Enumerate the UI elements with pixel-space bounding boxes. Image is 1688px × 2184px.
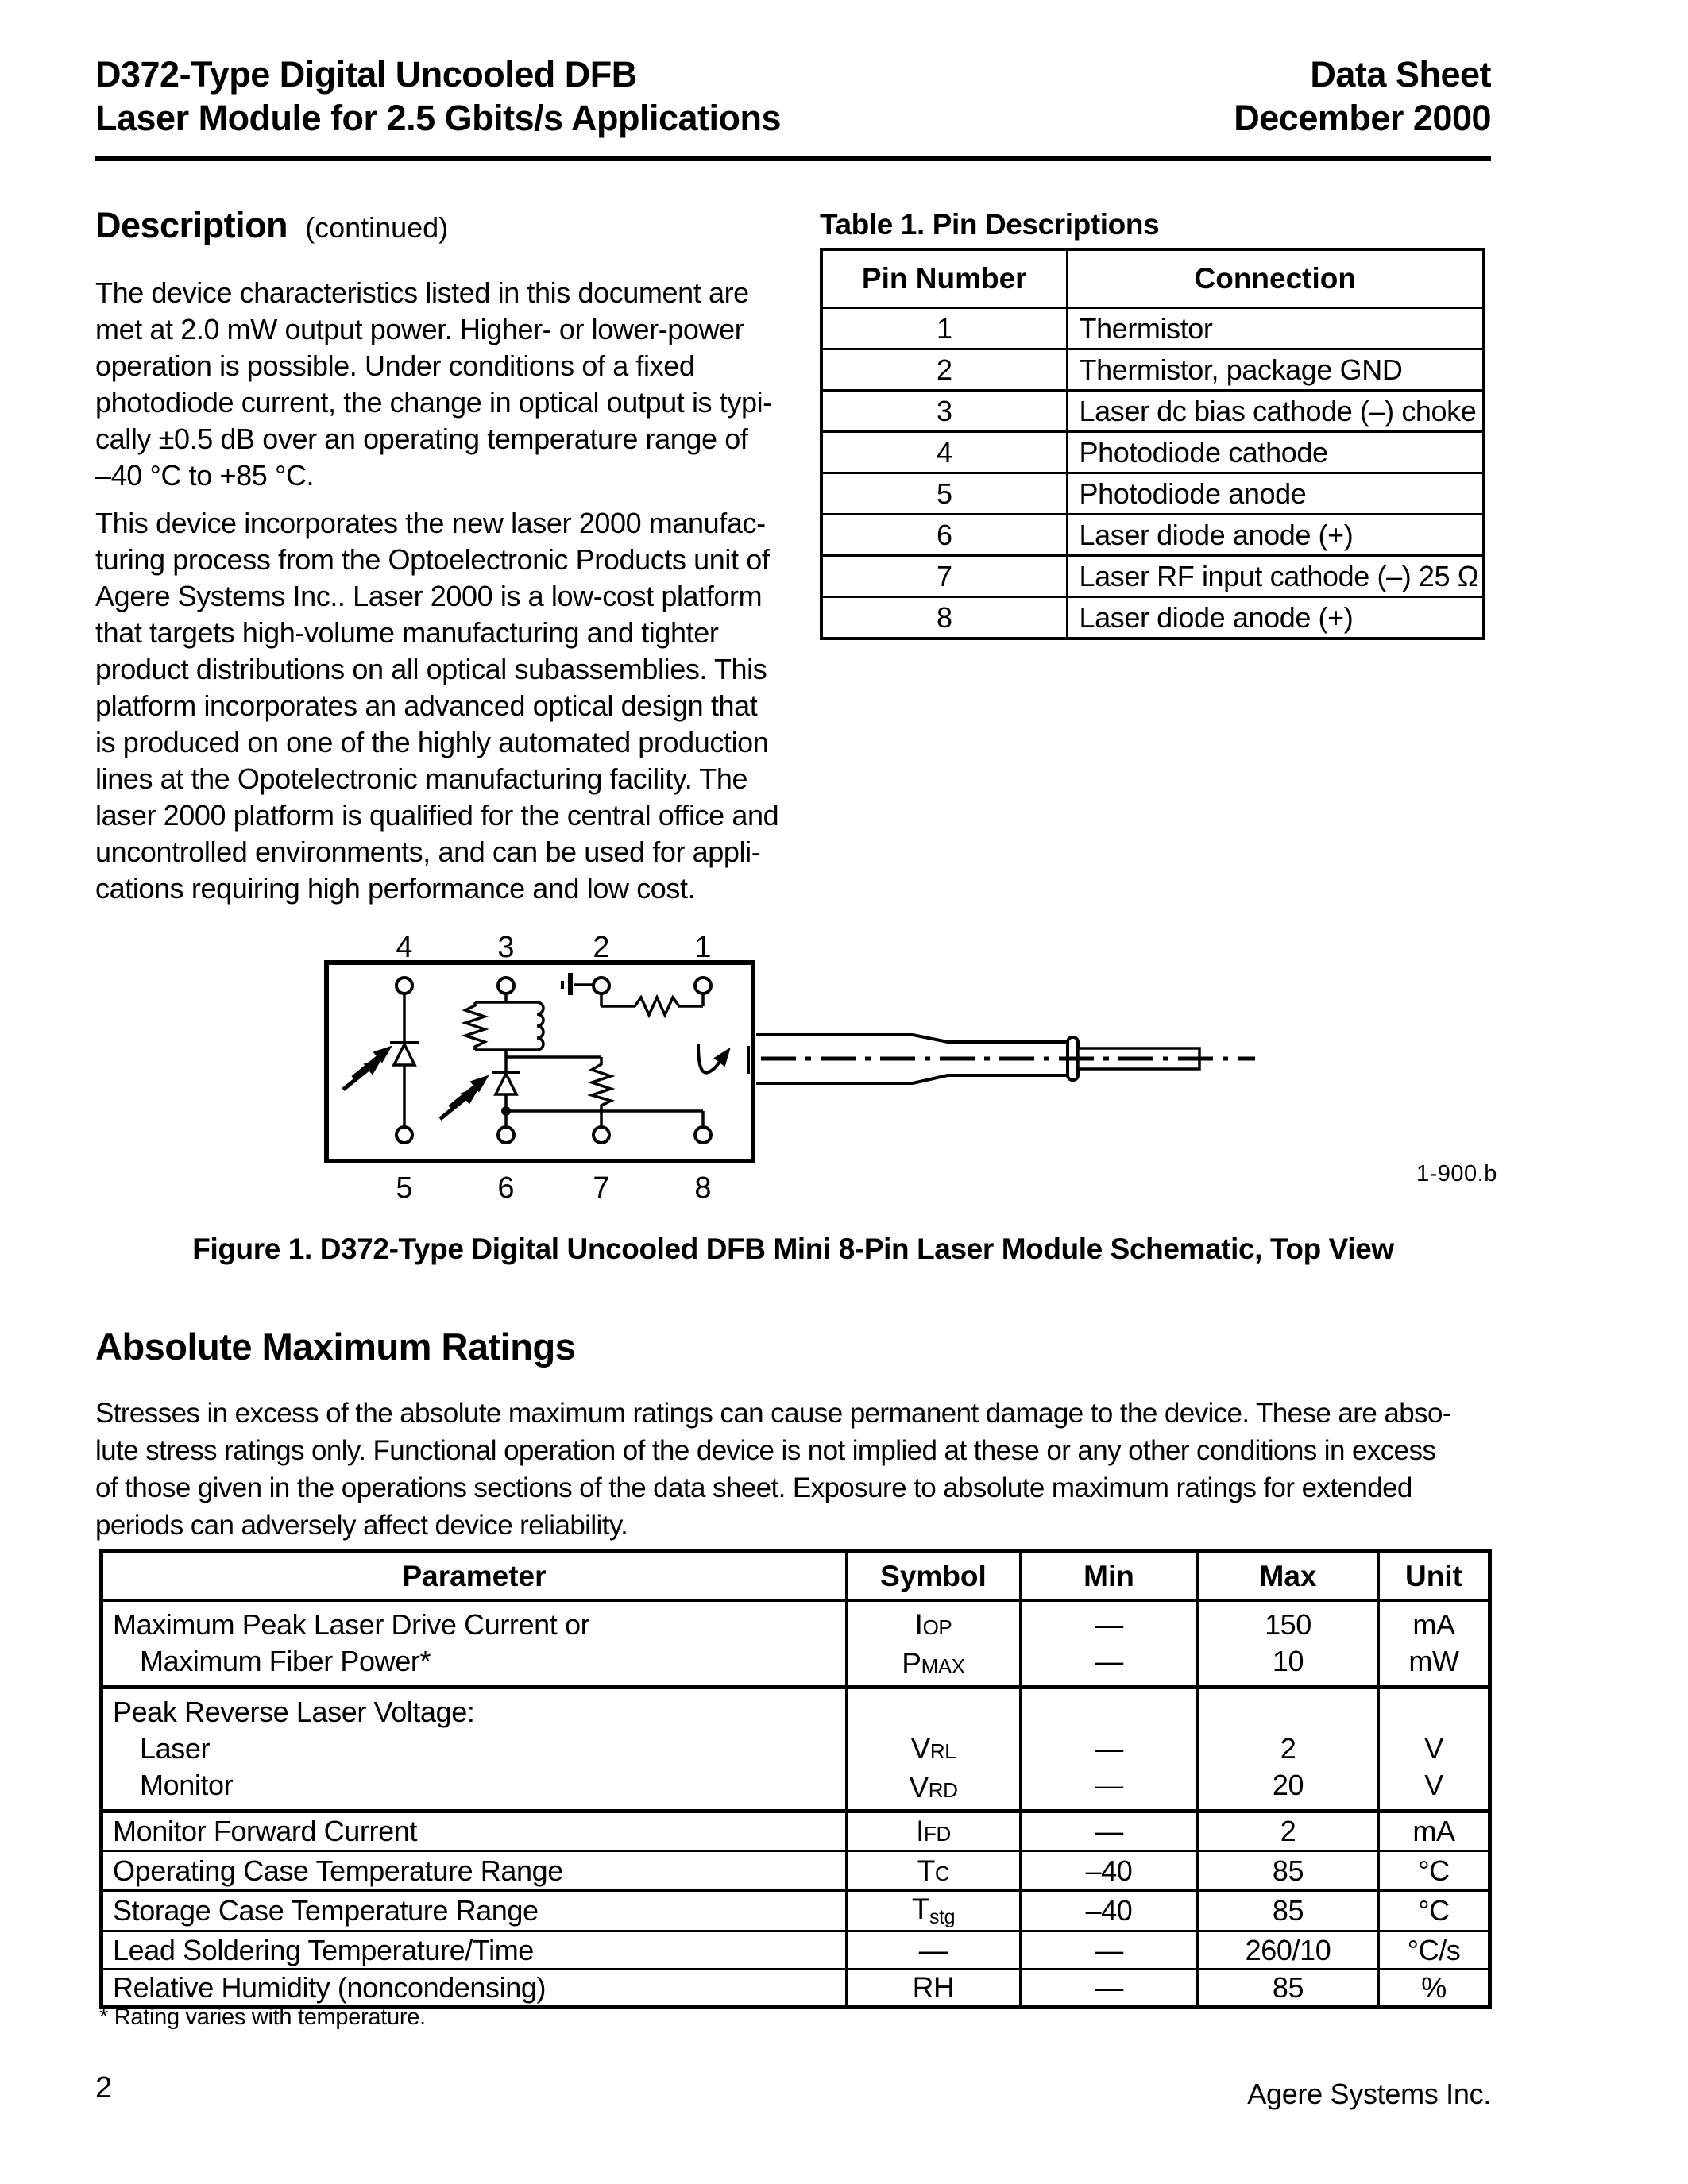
min-cell: –40	[1021, 1851, 1198, 1891]
pin-6-circle	[498, 1127, 514, 1143]
table-row	[102, 1851, 1490, 1891]
pin-descriptions-table	[820, 248, 1485, 640]
pin-3-circle	[498, 978, 514, 994]
symbol-main: RH	[912, 1971, 955, 2004]
bias-resistor	[601, 997, 703, 1015]
text-line: laser 2000 platform is qualified for the central office and	[95, 799, 779, 832]
table-row	[821, 308, 1484, 349]
document-type-date	[953, 52, 1491, 140]
max-cell: 2	[1198, 1812, 1379, 1851]
col-header-max: Max	[1198, 1552, 1379, 1601]
parameter-cell: Storage Case Temperature Range	[102, 1891, 847, 1931]
doc-date: December 2000	[1234, 98, 1491, 138]
text-line: of those given in the operations sections of the data sheet. Exposure to absolute maximum ratings for extended	[95, 1472, 1412, 1503]
col-header-symbol: Symbol	[847, 1552, 1021, 1601]
unit-value: V	[1424, 1769, 1443, 1801]
symbol-sub: RL	[929, 1739, 956, 1763]
pin-connection: Photodiode cathode	[1067, 432, 1484, 473]
symbol-main: —	[918, 1933, 948, 1966]
table-row	[821, 391, 1484, 432]
col-header-pin-number: Pin Number	[821, 249, 1067, 308]
table-row	[102, 1891, 1490, 1931]
text-line: cally ±0.5 dB over an operating temperature range of	[95, 423, 748, 455]
max-value: 20	[1272, 1769, 1304, 1801]
pin-number: 7	[821, 556, 1067, 597]
unit-cell: °C/s	[1379, 1931, 1490, 1970]
description-heading-text: Description	[95, 205, 288, 245]
unit-cell: %	[1379, 1970, 1490, 2008]
text-line: product distributions on all optical subassemblies. This	[95, 653, 767, 685]
min-value: —	[1095, 1732, 1123, 1765]
unit-value: V	[1424, 1732, 1443, 1765]
col-header-parameter: Parameter	[102, 1552, 847, 1601]
table-row	[102, 1688, 1490, 1812]
pin-connection: Thermistor, package GND	[1067, 349, 1484, 391]
max-cell	[1198, 1601, 1379, 1688]
symbol-cell	[847, 1931, 1021, 1970]
col-header-min: Min	[1021, 1552, 1198, 1601]
pin-connection: Photodiode anode	[1067, 473, 1484, 515]
symbol-sub: RD	[928, 1778, 958, 1802]
pin-connection: Laser dc bias cathode (–) choke	[1067, 391, 1484, 432]
text-line: met at 2.0 mW output power. Higher- or lower-power	[95, 313, 744, 345]
symbol-sub: MAX	[921, 1654, 965, 1678]
document-title	[95, 52, 781, 140]
table-row	[821, 556, 1484, 597]
text-line: The device characteristics listed in this document are	[95, 276, 749, 309]
symbol-sub: FD	[924, 1822, 951, 1846]
fiber-boot	[756, 1035, 1069, 1042]
max-cell: 85	[1198, 1891, 1379, 1931]
parameter-line: Monitor	[140, 1769, 234, 1801]
pin-label-5: 5	[396, 1171, 413, 1205]
laser-diode-symbol	[496, 1074, 516, 1094]
table-row	[102, 1812, 1490, 1851]
description-paragraph-2	[95, 505, 778, 907]
amr-table	[99, 1549, 1492, 2009]
unit-cell: °C	[1379, 1851, 1490, 1891]
table-row	[821, 349, 1484, 391]
description-heading-suffix	[297, 211, 305, 244]
symbol-cell	[847, 1891, 1021, 1931]
pin-number: 8	[821, 597, 1067, 639]
min-cell: —	[1021, 1970, 1198, 2008]
min-value: —	[1095, 1769, 1123, 1801]
company-name: Agere Systems Inc.	[1247, 2078, 1491, 2110]
fiber-boot	[756, 1075, 1069, 1083]
max-value: 150	[1265, 1608, 1311, 1641]
text-line: Stresses in excess of the absolute maximum ratings can cause permanent damage to the device. These are abso-	[95, 1398, 1451, 1429]
amr-paragraph	[95, 1395, 1451, 1544]
pin-connection: Laser RF input cathode (–) 25 Ω	[1067, 556, 1484, 597]
text-line: is produced on one of the highly automated production	[95, 726, 769, 758]
text-line: lines at the Opotelectronic manufacturing facility. The	[95, 762, 748, 795]
laser-module-schematic	[302, 913, 1509, 1215]
parameter-line: Laser	[140, 1732, 211, 1765]
pin-4-circle	[396, 978, 412, 994]
col-header-connection: Connection	[1067, 249, 1484, 308]
laser-output-curve	[698, 1044, 720, 1073]
text-line: lute stress ratings only. Functional operation of the device is not implied at these or any other conditions in excess	[95, 1435, 1436, 1466]
pin-label-7: 7	[593, 1171, 610, 1205]
pin-number: 4	[821, 432, 1067, 473]
text-line: that targets high-volume manufacturing and tighter	[95, 616, 719, 649]
table-row	[102, 1970, 1490, 2008]
min-cell	[1021, 1601, 1198, 1688]
pin-number: 5	[821, 473, 1067, 515]
text-line: platform incorporates an advanced optical design that	[95, 689, 758, 722]
pin-8-circle	[695, 1127, 711, 1143]
pin-label-8: 8	[694, 1171, 712, 1205]
text-line: turing process from the Optoelectronic Products unit of	[95, 543, 770, 576]
description-heading	[95, 205, 448, 246]
parameter-line: Maximum Fiber Power*	[140, 1645, 431, 1677]
table-row	[821, 473, 1484, 515]
min-cell	[1021, 1688, 1198, 1812]
unit-cell: mA	[1379, 1812, 1490, 1851]
table-row	[821, 515, 1484, 556]
max-cell	[1198, 1688, 1379, 1812]
min-cell: —	[1021, 1812, 1198, 1851]
light-arrow	[353, 1057, 378, 1078]
symbol-cell	[847, 1812, 1021, 1851]
light-arrow	[440, 1098, 465, 1119]
max-cell: 85	[1198, 1851, 1379, 1891]
pin-connection: Laser diode anode (+)	[1067, 597, 1484, 639]
pin-number: 1	[821, 308, 1067, 349]
unit-value: mW	[1408, 1645, 1459, 1677]
pin-number: 2	[821, 349, 1067, 391]
min-cell: –40	[1021, 1891, 1198, 1931]
table-row	[821, 597, 1484, 639]
pin-label-4: 4	[396, 931, 413, 964]
min-value: —	[1095, 1645, 1123, 1677]
symbol-main: V	[910, 1732, 930, 1765]
pin-number: 6	[821, 515, 1067, 556]
symbol-main: P	[902, 1647, 921, 1680]
parameter-cell: Relative Humidity (noncondensing)	[102, 1970, 847, 2008]
parameter-cell: Monitor Forward Current	[102, 1812, 847, 1851]
pin-label-6: 6	[497, 1171, 515, 1205]
pin-1-circle	[695, 978, 711, 994]
text-line: –40 °C to +85 °C.	[95, 459, 315, 492]
pin-7-circle	[593, 1127, 609, 1143]
parameter-cell: Lead Soldering Temperature/Time	[102, 1931, 847, 1970]
unit-value: mA	[1412, 1608, 1455, 1641]
max-cell: 85	[1198, 1970, 1379, 2008]
pin-connection: Thermistor	[1067, 308, 1484, 349]
figure-caption: Figure 1. D372-Type Digital Uncooled DFB Mini 8-Pin Laser Module Schematic, Top View	[192, 1233, 1394, 1265]
description-paragraph-1	[95, 275, 772, 494]
symbol-sub: OP	[922, 1615, 952, 1639]
min-value: —	[1095, 1608, 1123, 1641]
text-line: uncontrolled environments, and can be used for appli-	[95, 835, 761, 868]
text-line: photodiode current, the change in optical output is typi-	[95, 386, 772, 419]
light-arrow	[450, 1086, 475, 1107]
light-arrow	[343, 1069, 369, 1090]
max-cell: 260/10	[1198, 1931, 1379, 1970]
doc-type: Data Sheet	[1310, 54, 1491, 95]
symbol-cell	[847, 1688, 1021, 1812]
symbol-main: T	[917, 1854, 935, 1887]
unit-cell: °C	[1379, 1891, 1490, 1931]
matching-resistor	[592, 1057, 611, 1127]
text-line: cations requiring high performance and low cost.	[95, 872, 696, 905]
text-line: This device incorporates the new laser 2000 manufac-	[95, 507, 766, 539]
parameter-line: Peak Reverse Laser Voltage:	[113, 1696, 475, 1728]
pin-label-1: 1	[694, 931, 712, 964]
choke-inductor	[537, 1002, 543, 1050]
table-row	[102, 1601, 1490, 1688]
symbol-cell	[847, 1851, 1021, 1891]
pin-table-title: Table 1. Pin Descriptions	[820, 208, 1160, 241]
symbol-main: V	[909, 1771, 929, 1804]
symbol-main: I	[914, 1608, 923, 1641]
max-value: 10	[1272, 1645, 1304, 1677]
parameter-cell: Operating Case Temperature Range	[102, 1851, 847, 1891]
document-title-line2: Laser Module for 2.5 Gbits/s Applications	[95, 98, 781, 138]
symbol-main: T	[911, 1893, 930, 1925]
package-outline	[326, 963, 753, 1161]
parameter-line: Maximum Peak Laser Drive Current or	[113, 1608, 590, 1641]
unit-cell	[1379, 1601, 1490, 1688]
choke-resistor	[465, 1002, 485, 1050]
symbol-sub: stg	[929, 1906, 956, 1928]
photodiode-symbol	[394, 1044, 415, 1065]
header-rule	[95, 156, 1491, 161]
pin-connection: Laser diode anode (+)	[1067, 515, 1484, 556]
drawing-code: 1-900.b	[1416, 1161, 1497, 1187]
parameter-cell	[102, 1688, 847, 1812]
col-header-unit: Unit	[1379, 1552, 1490, 1601]
table-row	[821, 432, 1484, 473]
max-value: 2	[1280, 1732, 1296, 1765]
table-row	[102, 1931, 1490, 1970]
text-line: Agere Systems Inc.. Laser 2000 is a low-cost platform	[95, 580, 763, 612]
page-number: 2	[95, 2071, 113, 2105]
symbol-cell	[847, 1601, 1021, 1688]
unit-cell	[1379, 1688, 1490, 1812]
symbol-main: I	[916, 1815, 925, 1847]
pin-5-circle	[396, 1127, 412, 1143]
parameter-cell	[102, 1601, 847, 1688]
text-line: periods can adversely affect device reliability.	[95, 1510, 628, 1541]
pin-2-circle	[593, 978, 609, 994]
amr-heading: Absolute Maximum Ratings	[95, 1325, 576, 1368]
symbol-cell	[847, 1970, 1021, 2008]
table-header-row	[102, 1552, 1490, 1601]
symbol-sub: C	[934, 1861, 950, 1885]
document-title-line1: D372-Type Digital Uncooled DFB	[95, 54, 637, 95]
min-cell: —	[1021, 1931, 1198, 1970]
pin-number: 3	[821, 391, 1067, 432]
table-footnote: * Rating varies with temperature.	[99, 2005, 426, 2030]
pin-label-2: 2	[593, 931, 610, 964]
text-line: operation is possible. Under conditions of a fixed	[95, 349, 695, 382]
description-continued: (continued)	[305, 211, 449, 244]
table-header-row	[821, 249, 1484, 308]
pin-label-3: 3	[497, 931, 515, 964]
